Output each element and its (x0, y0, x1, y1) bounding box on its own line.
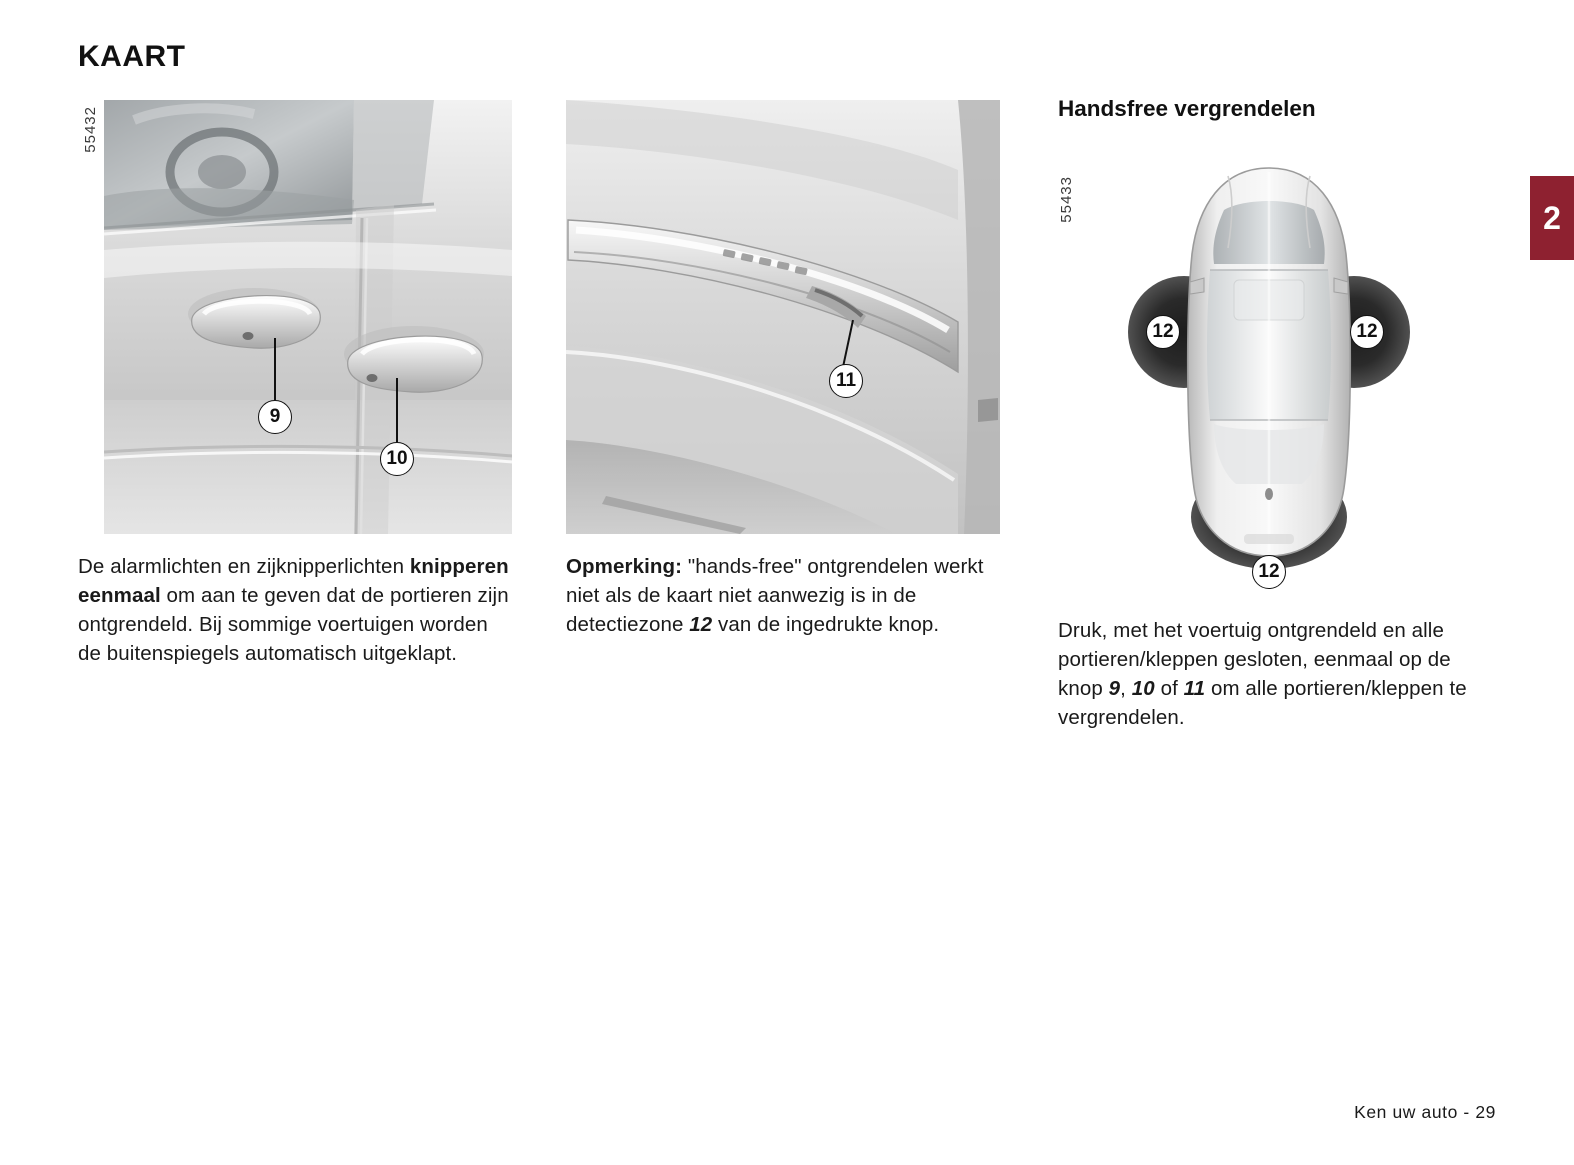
page-title: KAART (78, 40, 186, 73)
callout-10: 10 (380, 442, 414, 476)
caption-column-one: De alarmlichten en zijknipperlichten knipperen eenmaal om aan te geven dat de portieren zijn ontgrendeld. Bij sommige voertuigen worden de buitenspiegels automatisch uitgeklapt. (78, 555, 509, 665)
column-three (1058, 96, 1478, 732)
caption-column-three: Druk, met het voertuig ontgrendeld en alle portieren/kleppen gesloten, eenmaal op de knop 9, 10 of 11 om alle portieren/kleppen te vergrendelen. (1058, 619, 1467, 729)
figure-illustration (104, 100, 512, 534)
page-footer: Ken uw auto - 29 (1354, 1102, 1496, 1122)
figure-reference-number: 55432 (82, 106, 99, 153)
figure-illustration (1058, 132, 1478, 602)
figure-tailgate (566, 100, 1000, 534)
callout-9: 9 (258, 400, 292, 434)
figure-door-handles (78, 100, 512, 534)
caption-column-two: Opmerking: "hands-free" ontgrendelen werkt niet als de kaart niet aanwezig is in de detectiezone 12 van de ingedrukte knop. (566, 555, 984, 636)
chapter-tab: 2 (1530, 176, 1574, 260)
callout-12-rear: 12 (1252, 555, 1286, 589)
callout-12-right: 12 (1350, 315, 1384, 349)
callout-leader-9 (274, 338, 276, 400)
figure-reference-number: 55433 (1058, 176, 1075, 223)
column-two (566, 100, 1000, 639)
figure-detection-zones (1058, 132, 1478, 602)
column-one (78, 100, 512, 668)
callout-12-left: 12 (1146, 315, 1180, 349)
section-heading-handsfree-lock: Handsfree vergrendelen (1058, 96, 1316, 121)
figure-illustration (566, 100, 974, 534)
callout-11: 11 (829, 364, 863, 398)
callout-leader-10 (396, 378, 398, 442)
